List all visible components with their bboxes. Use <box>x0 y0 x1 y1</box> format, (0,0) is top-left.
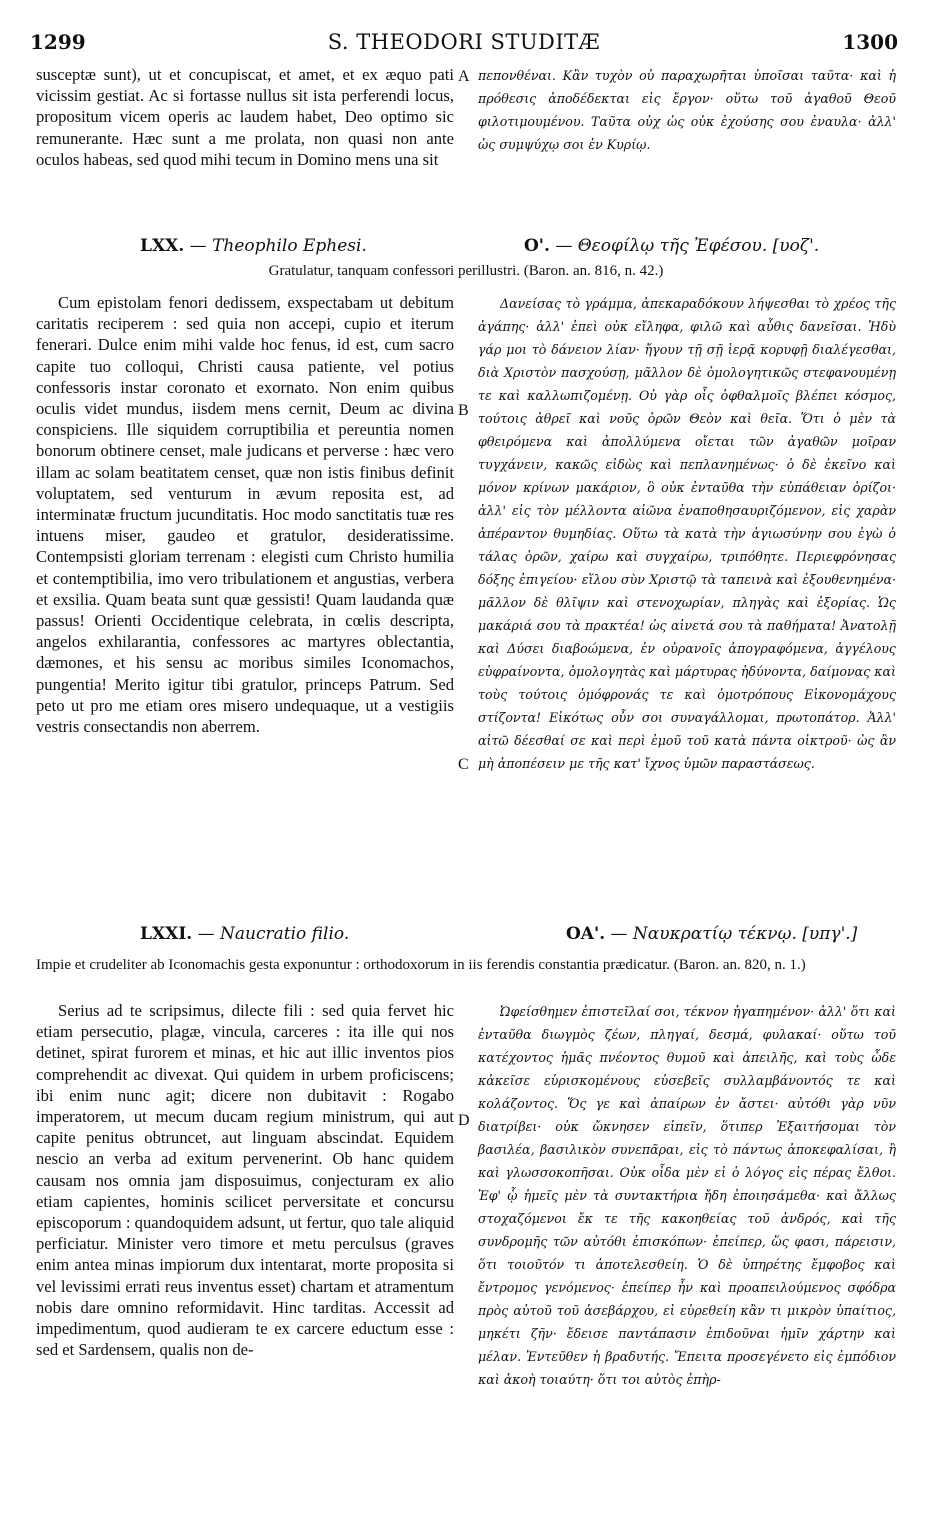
greek-heading-lxxi-name: — Ναυκρατίῳ τέκνῳ. [υπγ'.] <box>610 924 858 944</box>
greek-body-lxx <box>478 292 896 775</box>
latin-body-lxx <box>36 292 454 737</box>
margin-marker-a: A <box>458 68 470 85</box>
latin-heading-lxx-name: — Theophilo Ephesi. <box>189 236 367 256</box>
latin-heading-lxxi <box>140 924 349 944</box>
greek-heading-lxxi-number: ΟΑ'. <box>566 924 606 944</box>
greek-heading-lxx-number: Ο'. <box>524 236 550 256</box>
greek-heading-lxx <box>524 236 819 256</box>
greek-body-lxxi <box>478 1000 896 1391</box>
right-page-number: 1300 <box>842 30 898 54</box>
running-title: S. THEODORI STUDITÆ <box>327 30 601 54</box>
greek-body-lxxi-text: Ὠφείσθημεν ἐπιστεῖλαί σοι, τέκνον ἠγαπημένον· ἀλλ' ὅτι καὶ ἐνταῦθα διωγμὸς ζέων, πληγαί, δεσμά, φυλακαί· οὕτω τοῦ κατέχοντος ἡμᾶς πνέοντος θυμοῦ καὶ ἀπειλῆς, καὶ τοὺς ὧδε κἀκεῖσε εὑρισκομένους εὐσεβεῖς συλλαμβάνοντός τε καὶ κολάζοντος. Ὅς γε καὶ ἀπαίρων ἐν ἄστει· αὐτόθι γὰρ νῦν διατρίβει· οὐκ ὤκνησεν εἰπεῖν, ὅτιπερ Ἐξαιτήσομαι τὸν βασιλέα, βασιλικὸν συνεπᾶραι, εἰς τὸ πάντως ἀποκεφαλίσαι, ἢ καὶ γλωσσοκοπῆσαι. Οὐκ οἶδα μὲν εἰ ὁ λόγος εἰς πέρας ἔλθοι. Ἐφ' ᾧ ἡμεῖς μὲν τὰ συντακτήρια ἤδη ἐποιησάμεθα· καὶ ἄλλως στοχαζόμενοι ἔκ τε τῆς κακοηθείας τοῦ ἀνδρός, καὶ τῆς συνδρομῆς τῶν αὐτόθι ἐπισκόπων· ἐπείπερ, ὥς φασι, πάρεισιν, ὅτι τοιοῦτόν τι ἀποτελεσθείη. Ὁ δὲ ὑπηρέτης ἔμφοβος καὶ ἔντρομος γενόμενος· ἐπείπερ ἦν καὶ προαπειλούμενος σφόδρα πρὸς αὐτοῦ τοῦ ἀσεβάρχου, εἰ εὑρεθείη κἂν τι μικρὸν ὑπαίτιος, μηκέτι ζῆν· ἔδεισε παντάπασιν ἐπιδοῦναι ἡμῖν χάρτην καὶ μέλαν. Ἐντεῦθεν ἡ βραδυτής. Ἔπειτα προσεγένετο εἰς ἐμπόδιον καὶ ἀκοὴ τοιαύτη· ὅτι τοι αὐτὸς ἐπὴρ- <box>478 1004 896 1387</box>
margin-marker-d: D <box>458 1112 470 1129</box>
margin-marker-c: C <box>458 756 469 773</box>
page-header <box>30 30 898 60</box>
latin-heading-lxx <box>140 236 367 256</box>
greek-intro <box>478 64 896 156</box>
summary-lxx: Gratulatur, tanquam confessori perillustri. (Baron. an. 816, n. 42.) <box>268 263 664 279</box>
latin-heading-lxx-number: LXX. <box>140 236 185 256</box>
greek-heading-lxx-name: — Θεοφίλῳ τῆς Ἐφέσου. [υοζ'. <box>555 236 820 256</box>
latin-body-lxx-text: Cum epistolam fenori dedissem, exspectabam ut debitum caritatis reciperem : sed quia non accepi, cupio et iterum fenerari. Dulce enim mihi valde hoc fenus, id est, cum sacro capite tuo colloqui, Christi causa patiente, vel potius confessoris instar coronato et exornato. Non enim quibus oculis videt mundus, iisdem mens cernit, Deum ac divina conspiciens. Ille siquidem corruptibilia et pereuntia nomen bonorum obtinere censet, male judicans et perverse : hæc vero illam ac solam beatitatem censet, quæ non istis finibus definit voluptatem, sed venturum in ævum reposita est, ad interminatæ fructum jucunditatis. Hoc modo sanctitatis tuæ res intuens miser, gaudeo et gratulor, desideratissime. Contempsisti gloriam terrenam : elegisti cum Christo humilia et contemptibilia, imo vero tribulationem et angustias, verbera et exsilia. Quam beata sunt quæ gessisti! Quam laudanda quæ passus! Orienti Occidentique celebrata, in cœlis descripta, angelos exhilarantia, confessores ac martyres oblectantia, dæmones, et his sensu ac moribus similes Iconomachos, pungentia! Merito igitur tibi gratulor, princeps Patrum. Sed peto ut pro me etiam ores misero undequaque, ut a vestigiis vestris consectandis non aberrem. <box>36 293 454 737</box>
latin-intro <box>36 64 454 170</box>
greek-heading-lxxi <box>566 924 857 944</box>
latin-body-lxxi-text: Serius ad te scripsimus, dilecte fili : sed quia fervet hic etiam persecutio, plagæ, vincula, carceres : ita ille qui nos detinet, spirat furorem et minas, et hic aut illic inventos pios comprehendit ac divexat. Qui quidem in urbem proficiscens; ibi enim nunc agit; dicere non dubitavit : Rogabo imperatorem, ut mecum ducam regium ministrum, qui aut capite penitus obtruncet, aut linguam abscindat. Equidem nescio an verba ad exitum pervenerint. Ob hanc quidem causam nos omnia jam disposuimus, conjecturam ex alio etiam capientes, hominis scilicet perversitate et concursu episcoporum : quandoquidem adsunt, ut fertur, quo tale aliquid perficiatur. Minister vero timore et metu perculsus (graves enim antea minas impiorum dux intentarat, morte proposita si vel levissimi errati reus inventus esset) chartam et atramentum nobis dare omnino reformidavit. Hinc tarditas. Accessit ad impedimentum, quod audieram te ex carcere eductum esse : sed et Sardensem, qualis non de- <box>36 1001 454 1360</box>
greek-body-lxx-text: Δανείσας τὸ γράμμα, ἀπεκαραδόκουν λήψεσθαι τὸ χρέος τῆς ἀγάπης· ἀλλ' ἐπεὶ οὐκ εἴληφα, φιλῶ καὶ αὖθις δανεῖσαι. Ἡδὺ γάρ μοι τὸ δάνειον λίαν· ἤγουν τῇ σῇ ἱερᾷ κορυφῇ διαλέγεσθαι, διὰ Χριστὸν πασχούσῃ, μᾶλλον δὲ ὁμολογητικῶς στεφανουμένῃ τε καὶ καλλωπιζομένῃ. Οὐ γὰρ οἷς ὀφθαλμοῖς βλέπει κόσμος, τούτοις ἀθρεῖ καὶ νοῦς ὁρῶν Θεὸν καὶ θεῖα. Ὅτι ὁ μὲν τὰ φθειρόμενα καὶ ἀπολλύμενα οἴεται τῶν ἀγαθῶν μοῖραν τυγχάνειν, κακῶς εἰδὼς καὶ πεπλανημένως· ὁ δὲ ἐκεῖνο καὶ μόνον κρίνων μακάριον, ὃ οὐκ ἐνταῦθα τὴν εὐπάθειαν ὁρίζοι· ἀλλ' εἰς τὸν μέλλοντα αἰῶνα ἐναποθησαυριζόμενον, εἰς χαρὰν ἀπέραντον θυμηδίας. Οὕτω τὰ κατὰ τὴν ἁγιωσύνην σου ἐγὼ ὁ τάλας ὁρῶν, χαίρω καὶ συγχαίρω, τριπόθητε. Περιεφρόνησας δόξης ἐπιγείου· εἵλου σὺν Χριστῷ τὰ ταπεινὰ καὶ ἐξουθενημένα· μᾶλλον δὲ θλῖψιν καὶ στενοχωρίαν, πληγὰς καὶ ἐξορίας. Ὡς μακάριά σου τὰ πρακτέα! ὡς αἰνετά σου τὰ παθήματα! Ἀνατολῇ καὶ Δύσει διαβοώμενα, ἐν οὐρανοῖς ἀπογραφόμενα, ἀγγέλους εὐφραίνοντα, ὁμολογητὰς καὶ μάρτυρας ἡδύνοντα, δαίμονας καὶ τοὺς τούτοις ὁμόφρονάς τε καὶ ὁμοτρόπους Εἰκονομάχους στίζοντα! Εἰκότως οὖν σοι συναγάλλομαι, πρωτοπάτορ. Ἀλλ' αἰτῶ δέεσθαί σε καὶ περὶ ἐμοῦ τοῦ κατὰ πάντα οἰκτροῦ· ὡς ἂν μὴ ἀποπέσειν με τῆς κατ' ἴχνος ὑμῶν παραστάσεως. <box>478 296 896 771</box>
latin-heading-lxxi-number: LXXI. <box>140 924 193 944</box>
left-page-number: 1299 <box>30 30 86 54</box>
greek-intro-text: πεπονθέναι. Κἂν τυχὸν οὐ παραχωρῆται ὑποῖσαι ταῦτα· καὶ ἡ πρόθεσις ἀποδέδεκται εἰς ἔργον· οὕτω τοῦ ἀγαθοῦ Θεοῦ φιλοτιμουμένου. Ταῦτα οὐχ ὡς οὐκ ἐχούσης σου ἐναυλα· ἀλλ' ὡς συμψύχῳ σοι ἐν Κυρίῳ. <box>478 68 896 152</box>
latin-heading-lxxi-name: — Naucratio filio. <box>197 924 350 944</box>
summary-lxxi: Impie et crudeliter ab Iconomachis gesta exponuntur : orthodoxorum in iis ferendis constantia prædicatur. (Baron. an. 820, n. 1.) <box>36 957 806 973</box>
latin-body-lxxi <box>36 1000 454 1360</box>
margin-marker-b: B <box>458 402 469 419</box>
latin-intro-text: susceptæ sunt), ut et concupiscat, et amet, et ex æquo pati vicissim gestiat. Ac si fortasse nullus sit ista perferendi locus, propositum vicem operis ac laudem habet, Deo optimo sic remunerante. Hæc sunt a me prolata, non quasi non ante oculos habeas, sed quod mihi tecum in Domino mens una sit <box>36 65 454 169</box>
